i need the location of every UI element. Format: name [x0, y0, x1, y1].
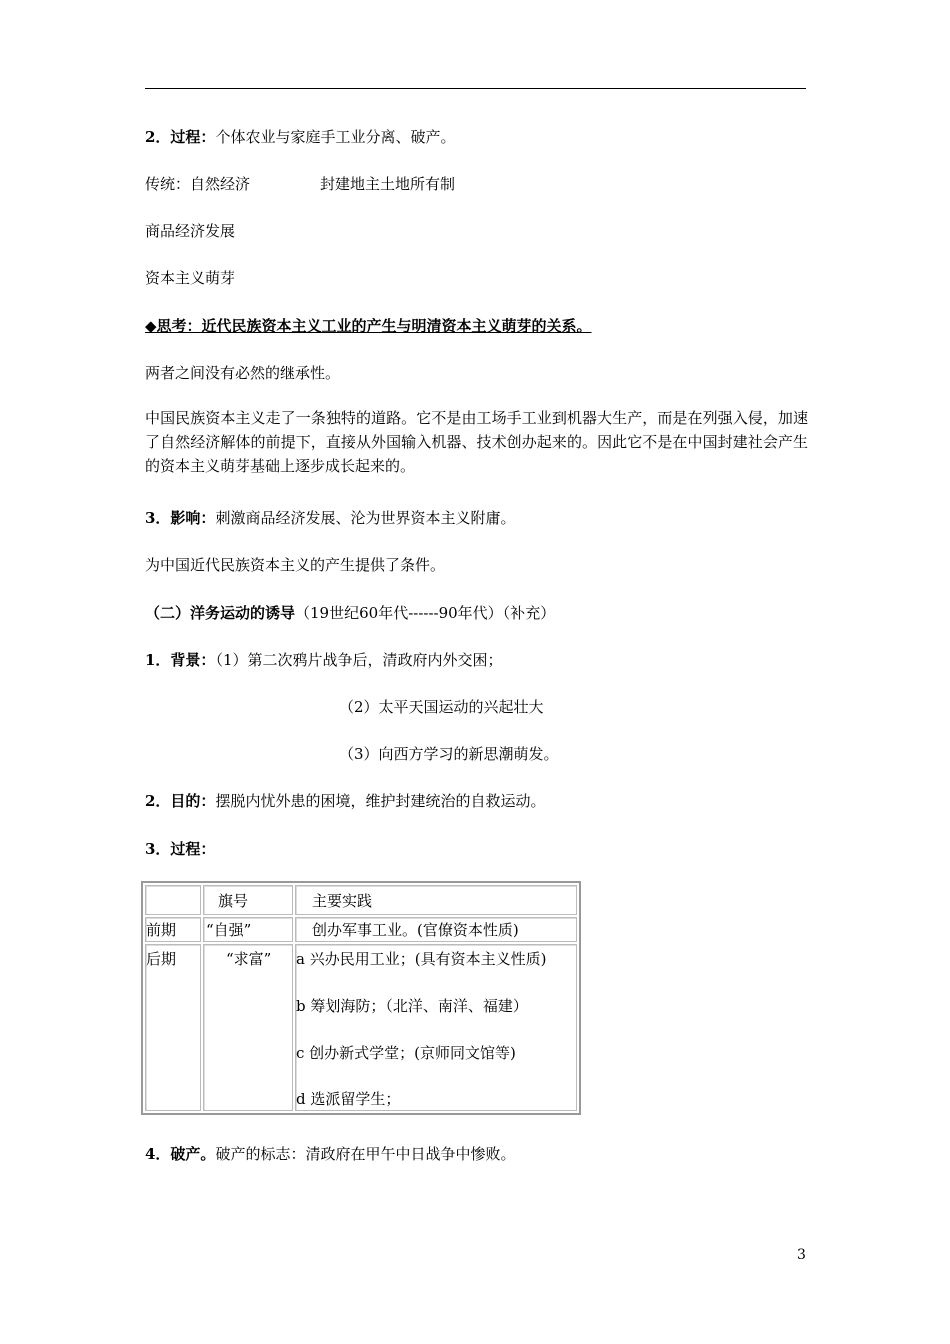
body-text: （19世纪60年代------90年代）（补充）	[295, 604, 556, 622]
header-cell-empty	[145, 885, 201, 915]
condition-line: 为中国近代民族资本主义的产生提供了条件。	[145, 556, 446, 574]
body-text: 刺激商品经济发展、沦为世界资本主义附庸。	[215, 509, 516, 527]
slogan-text: “自强”	[206, 921, 252, 939]
body-text: 封建地主土地所有制	[320, 175, 456, 193]
section-process-2	[145, 839, 215, 859]
section-purpose	[145, 791, 545, 811]
header-text: 主要实践	[312, 892, 373, 910]
practice-text: 创办军事工业。(官僚资本性质)	[312, 921, 519, 939]
explanation-paragraph: 中国民族资本主义走了一条独特的道路。它不是由工场手工业到机器大生产，而是在列强入侵，加速了自然经济解体的前提下，直接从外国输入机器、技术创办起来的。因此它不是在中国封建社会产生的资本主义萌芽基础上逐步成长起来的。	[145, 409, 808, 475]
table-row-late-period	[145, 944, 201, 1111]
process-table	[141, 881, 581, 1115]
body-text: 破产的标志：清政府在甲午中日战争中惨败。	[215, 1145, 516, 1163]
table-row-late-practice	[295, 944, 577, 1111]
period-text: 后期	[146, 950, 177, 968]
practice-item-a: a 兴办民用工业；(具有资本主义性质)	[296, 950, 547, 968]
heading-number: 3．影响：	[145, 509, 216, 527]
period-text: 前期	[146, 921, 177, 939]
table-row-early-practice	[295, 917, 577, 942]
header-rule	[145, 88, 806, 89]
header-cell-slogan	[203, 885, 293, 915]
table-row-late-slogan	[203, 944, 293, 1111]
header-cell-practice	[295, 885, 577, 915]
thinking-question: ◆思考：近代民族资本主义工业的产生与明清资本主义萌芽的关系。	[145, 317, 592, 335]
heading-number: 1．背景：	[145, 651, 216, 669]
practice-item-d: d 选派留学生；	[296, 1090, 401, 1108]
table-row-early-slogan	[203, 917, 293, 942]
table-row-early-period	[145, 917, 201, 942]
practice-item-c: c 创办新式学堂；(京师同文馆等)	[296, 1044, 516, 1062]
body-text: 摆脱内忧外患的困境，维护封建统治的自救运动。	[215, 792, 546, 810]
section-background	[145, 650, 502, 670]
traditional-line	[145, 174, 456, 194]
sprouts-line: 资本主义萌芽	[145, 269, 236, 287]
section-bankruptcy	[145, 1144, 515, 1164]
body-text: 个体农业与家庭手工业分离、破产。	[215, 128, 456, 146]
body-text: 传统：自然经济	[145, 175, 251, 193]
background-item-3: （3）向西方学习的新思潮萌发。	[339, 745, 559, 763]
section-heading: （二）洋务运动的诱导	[145, 604, 296, 622]
practice-item-b: b 筹划海防；（北洋、南洋、福建）	[296, 997, 528, 1015]
commodity-line: 商品经济发展	[145, 222, 236, 240]
section-westernization	[145, 603, 555, 623]
answer-line: 两者之间没有必然的继承性。	[145, 364, 341, 382]
background-item-2: （2）太平天国运动的兴起壮大	[339, 698, 544, 716]
section-influence	[145, 508, 515, 528]
heading-number: 4．破产。	[145, 1145, 216, 1163]
header-text: 旗号	[218, 892, 249, 910]
section-process	[145, 127, 455, 147]
heading-number: 3．过程：	[145, 840, 216, 858]
slogan-text: “求富”	[226, 950, 272, 968]
page-number: 3	[797, 1247, 806, 1263]
heading-number: 2．过程：	[145, 128, 216, 146]
heading-number: 2．目的：	[145, 792, 216, 810]
body-text: （1）第二次鸦片战争后，清政府内外交困；	[215, 651, 503, 669]
